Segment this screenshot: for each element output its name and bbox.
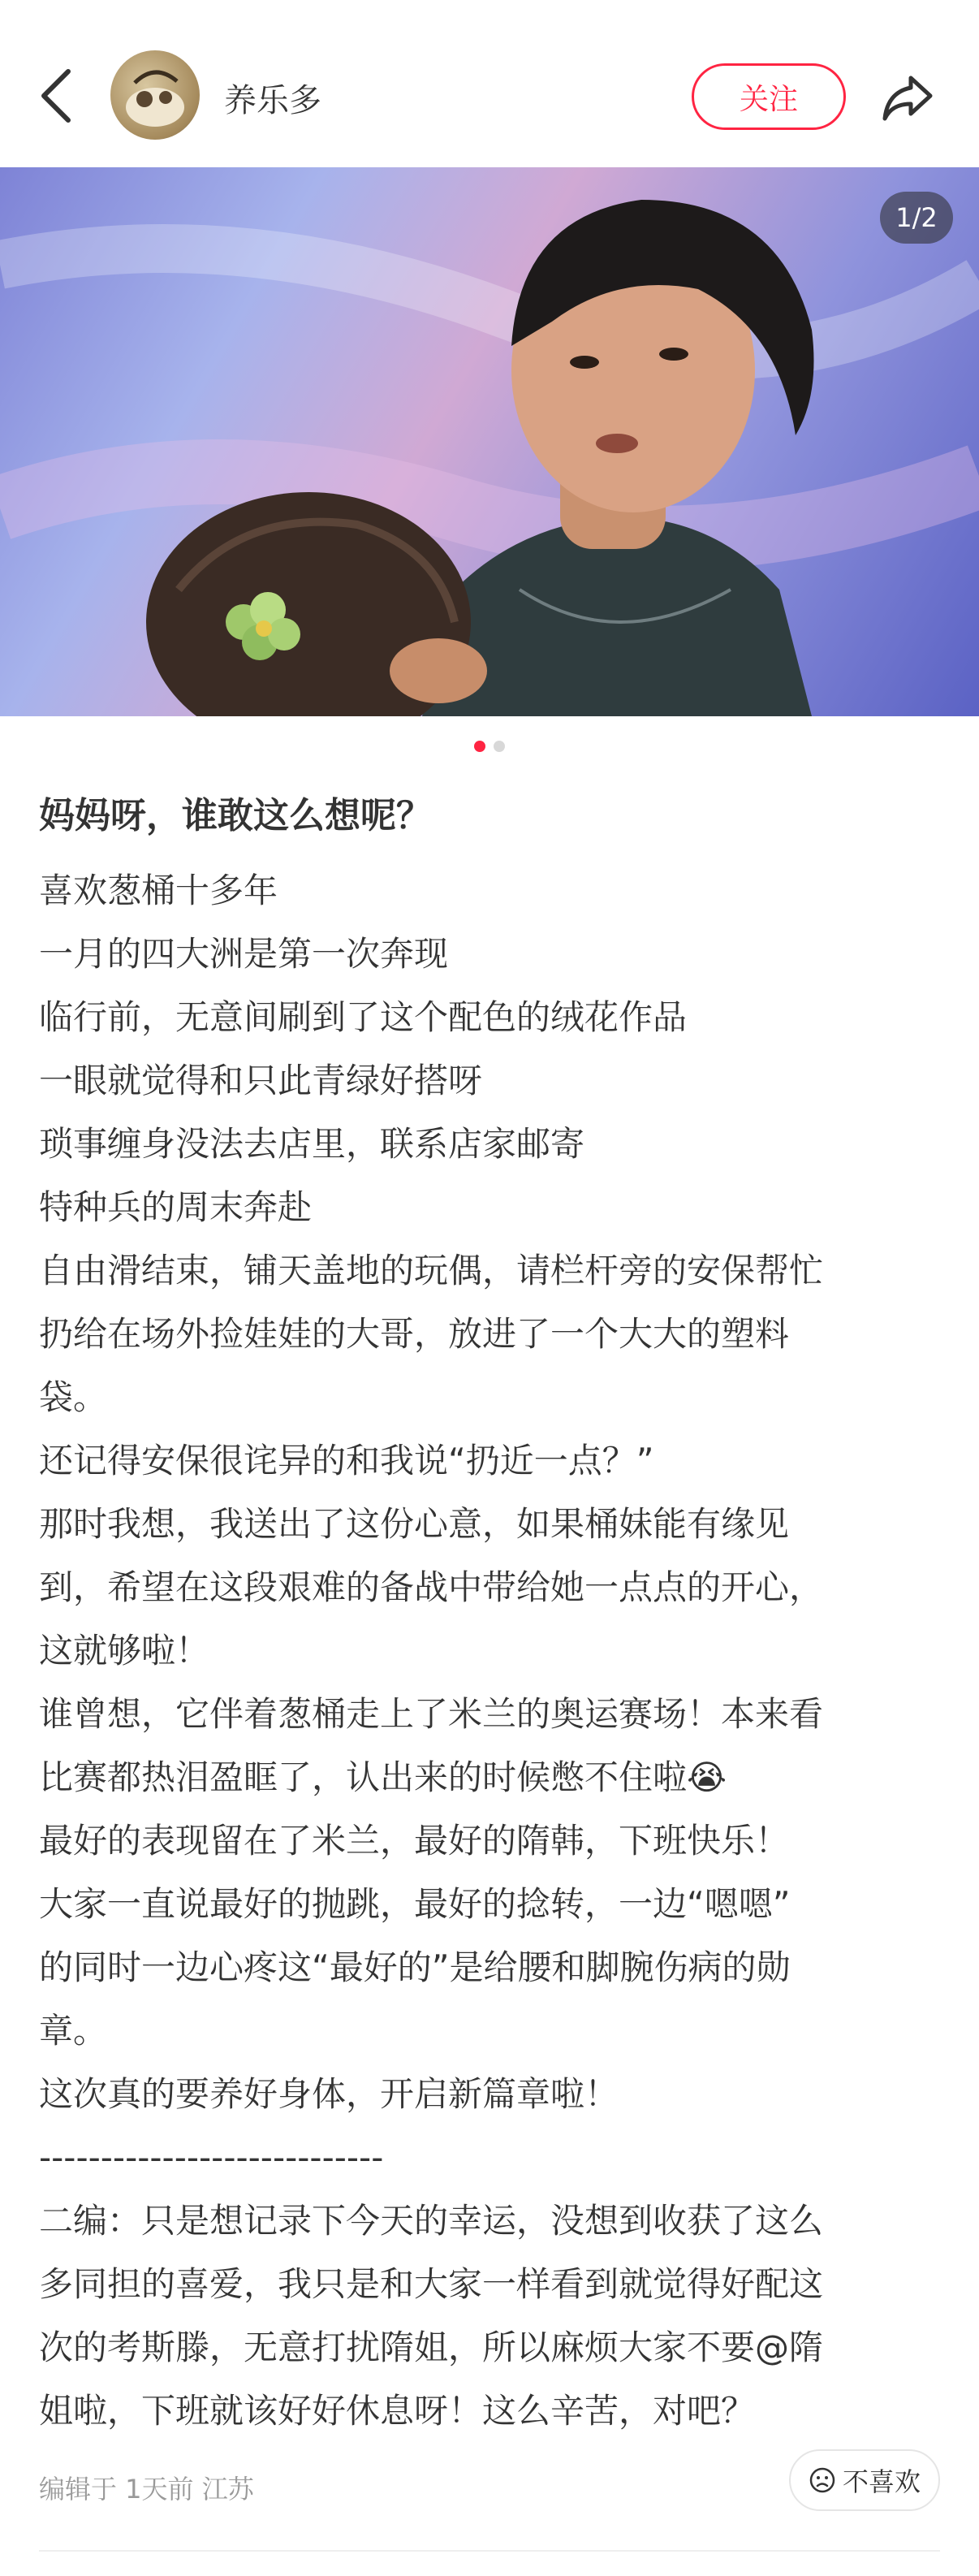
dislike-button[interactable]	[789, 2449, 940, 2511]
body-line: 这就够啦！	[39, 1631, 210, 1671]
body-line: 到，希望在这段艰难的备战中带给她一点点的开心，	[39, 1567, 824, 1607]
share-icon[interactable]	[878, 68, 937, 127]
body-line: 比赛都热泪盈眶了，认出来的时候憋不住啦😭	[39, 1757, 727, 1797]
divider	[39, 2550, 940, 2552]
carousel-dot-active[interactable]	[474, 741, 485, 752]
body-line: 一月的四大洲是第一次奔现	[39, 934, 449, 974]
divider-line: ----------------------------	[39, 2137, 384, 2177]
body-line: 多同担的喜爱，我只是和大家一样看到就觉得好配这	[39, 2264, 824, 2304]
body-line: 章。	[39, 2011, 108, 2051]
body-line: 特种兵的周末奔赴	[39, 1187, 313, 1227]
carousel-dot[interactable]	[494, 741, 505, 752]
body-line: 袋。	[39, 1377, 108, 1417]
body-line: 临行前，无意间刷到了这个配色的绒花作品	[39, 997, 688, 1037]
post-body	[39, 859, 948, 2443]
body-line: 喜欢葱桶十多年	[39, 871, 278, 910]
post-image[interactable]	[0, 167, 979, 716]
dislike-label: 不喜欢	[842, 2466, 921, 2497]
username[interactable]: 养乐多	[224, 82, 321, 119]
edit-meta: 编辑于 1天前 江苏	[39, 2474, 254, 2505]
body-line: 姐啦，下班就该好好休息呀！这么辛苦，对吧？	[39, 2391, 756, 2431]
skaters-photo	[0, 167, 979, 716]
body-line: 一眼就觉得和只此青绿好搭呀	[39, 1061, 483, 1100]
body-line: 琐事缠身没法去店里，联系店家邮寄	[39, 1124, 585, 1164]
body-line: 大家一直说最好的抛跳，最好的捻转，一边“嗯嗯”	[39, 1884, 791, 1924]
body-line: 次的考斯滕，无意打扰隋姐，所以麻烦大家不要@隋	[39, 2327, 824, 2367]
avatar[interactable]	[110, 50, 200, 140]
body-line: 自由滑结束，铺天盖地的玩偶，请栏杆旁的安保帮忙	[39, 1251, 824, 1290]
body-line: 扔给在场外捡娃娃的大哥，放进了一个大大的塑料	[39, 1314, 790, 1354]
body-line: 还记得安保很诧异的和我说“扔近一点？”	[39, 1441, 654, 1480]
post-title: 妈妈呀，谁敢这么想呢？	[39, 795, 432, 836]
frown-icon	[809, 2466, 836, 2494]
body-line: 二编：只是想记录下今天的幸运，没想到收获了这么	[39, 2201, 824, 2241]
back-arrow-icon[interactable]	[32, 63, 81, 128]
body-line: 谁曾想，它伴着葱桶走上了米兰的奥运赛场！本来看	[39, 1694, 824, 1734]
body-line: 最好的表现留在了米兰，最好的隋韩，下班快乐！	[39, 1821, 790, 1861]
body-line: 那时我想，我送出了这份心意，如果桶妹能有缘见	[39, 1504, 790, 1544]
page-indicator: 1/2	[880, 192, 953, 244]
carousel-dots	[0, 741, 979, 757]
body-line: 的同时一边心疼这“最好的”是给腰和脚腕伤病的勋	[39, 1947, 791, 1987]
post-header	[0, 0, 979, 167]
follow-button[interactable]: 关注	[692, 63, 846, 130]
body-line: 这次真的要养好身体，开启新篇章啦！	[39, 2074, 619, 2114]
